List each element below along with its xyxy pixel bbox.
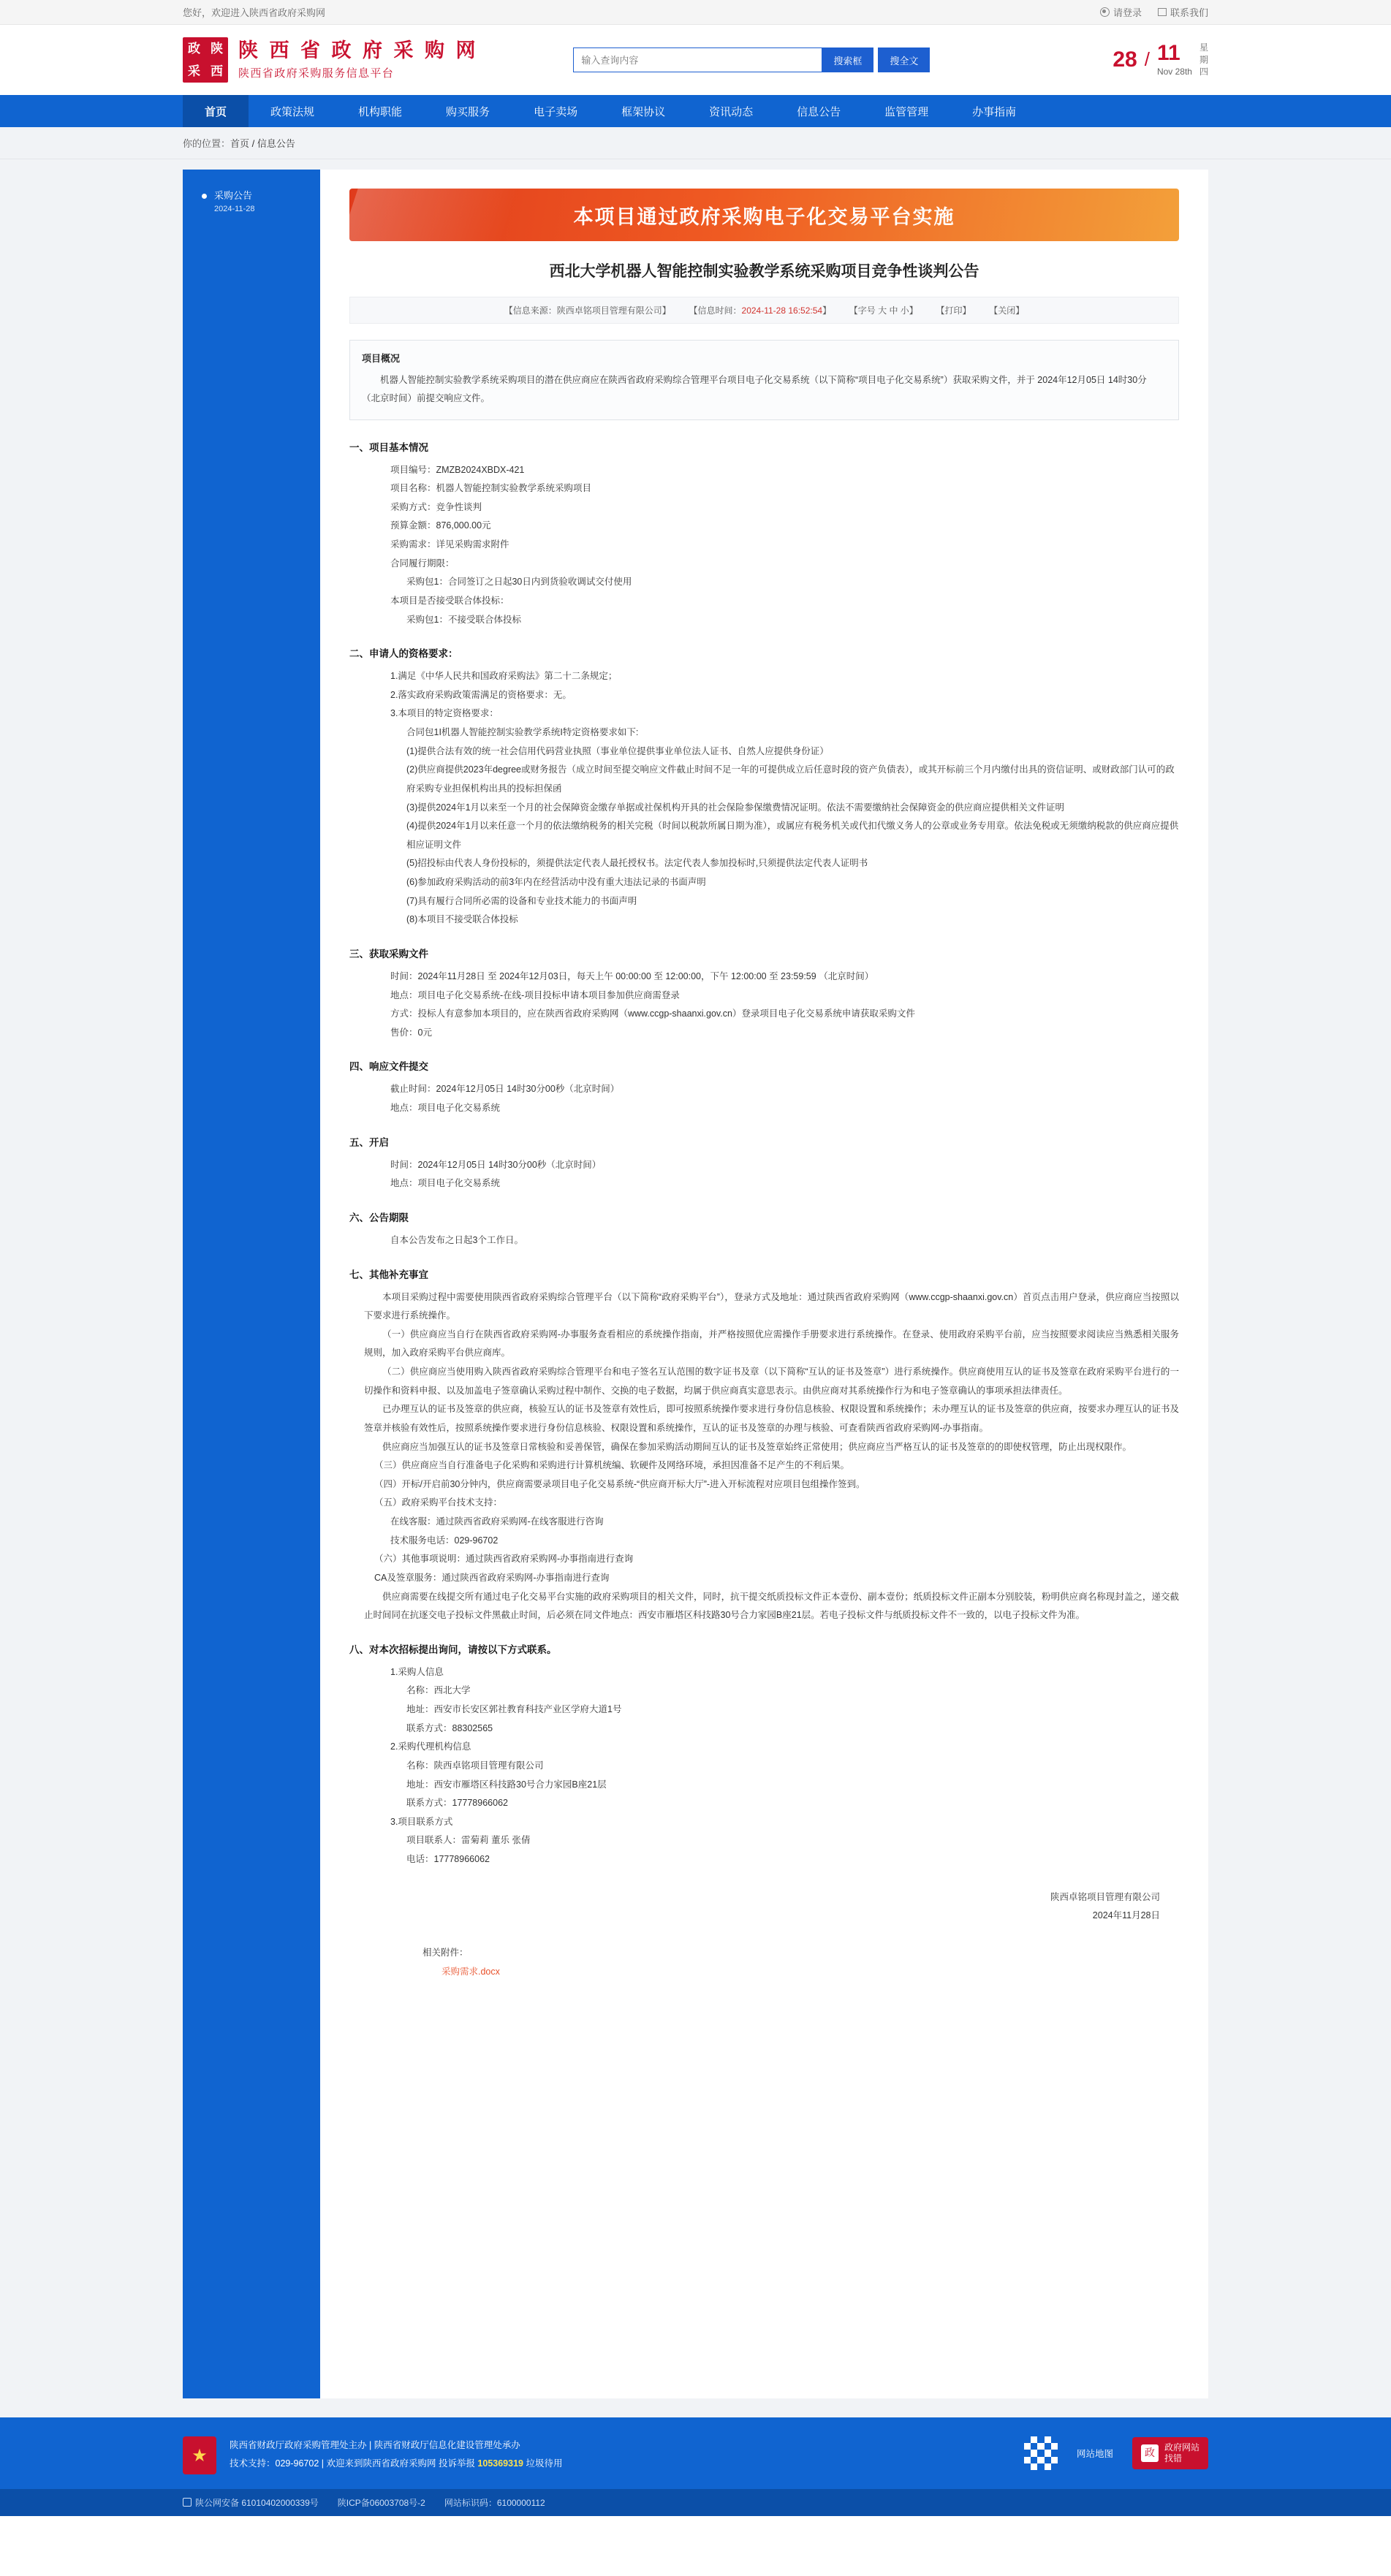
section-7-line-7: 联系方式：17778966062 (406, 1798, 508, 1809)
bullet-icon (202, 194, 207, 199)
section-7-line-8: 3.项目联系方式 (390, 1816, 453, 1827)
section-6-line-7: （五）政府采购平台技术支持： (374, 1497, 503, 1508)
section-1-line-11: (8)本项目不接受联合体投标 (406, 914, 518, 925)
section-heading-1: 二、申请人的资格要求： (349, 648, 458, 660)
site-name: 陕 西 省 政 府 采 购 网 (238, 39, 479, 61)
section-1-line-2: 3.本项目的特定资格要求： (390, 708, 499, 719)
user-icon (1100, 7, 1110, 17)
section-1-line-1: 2.落实政府采购政策需满足的资格要求：无。 (390, 689, 572, 700)
fontsize-options[interactable]: 大 中 小 (878, 305, 909, 316)
project-summary (349, 340, 1179, 420)
fulltext-search-button[interactable]: 搜全文 (878, 48, 930, 72)
close-button[interactable]: 【关闭】 (989, 305, 1025, 316)
signature-date: 2024年11月28日 (1092, 1910, 1160, 1920)
section-heading-6: 七、其他补充事宜 (349, 1269, 428, 1280)
breadcrumb-prefix: 你的位置： (183, 138, 231, 149)
footer-line-1: 陕西省财政厅政府采购管理处主办 | 陕西省财政厅信息化建设管理处承办 (230, 2440, 520, 2450)
date-widget (1113, 42, 1208, 78)
section-7-line-9: 项目联系人：雷菊莉 董乐 张倩 (406, 1835, 531, 1846)
footer-legal-item-2[interactable] (444, 2496, 545, 2509)
greeting-text: 您好，欢迎进入陕西省政府采购网 (183, 7, 326, 18)
section-heading-5: 六、公告期限 (349, 1212, 409, 1223)
meta-source-label: 【信息来源： (504, 305, 557, 316)
section-7-line-3: 联系方式：88302565 (406, 1722, 493, 1733)
section-0-line-7: 本项目是否接受联合体投标： (390, 595, 509, 606)
meta-source-value: 陕西卓铭项目管理有限公司 (556, 305, 662, 316)
article-content (320, 170, 1208, 2398)
section-7-line-0: 1.采购人信息 (390, 1666, 444, 1677)
breadcrumb (0, 127, 1391, 159)
weekday-char-2: 期 (1199, 54, 1208, 65)
gov-badge-icon: 政 (1141, 2444, 1159, 2462)
contact-link[interactable] (1158, 5, 1208, 19)
search-button[interactable]: 搜索框 (822, 48, 873, 72)
main-nav (0, 95, 1391, 127)
utility-bar (0, 0, 1391, 25)
nav-item-4[interactable]: 电子卖场 (534, 105, 578, 118)
breadcrumb-path[interactable]: 首页 / 信息公告 (230, 138, 295, 149)
search-area (573, 48, 930, 72)
section-heading-3: 四、响应文件提交 (349, 1061, 428, 1073)
section-6-line-11: CA及签章服务：通过陕西省政府采购网-办事指南进行查询 (374, 1572, 610, 1583)
section-3-line-1: 地点：项目电子化交易系统 (390, 1103, 501, 1113)
section-1-line-10: (7)具有履行合同所必需的设备和专业技术能力的书面声明 (406, 895, 637, 906)
logo-char-3: 采 (188, 64, 200, 78)
section-6-line-0: 本项目采购过程中需要使用陕西省政府采购综合管理平台（以下简称“政府采购平台”），登录方式及地址：通过陕西省政府采购网（www.ccgp-shaanxi.gov.cn）首页点击用户登录，供应商应当按照以下要求进行系统操作。 (364, 1291, 1179, 1321)
attachment-link[interactable]: 采购需求.docx (441, 1966, 500, 1977)
weekday-char-3: 四 (1199, 67, 1208, 77)
nav-item-3[interactable]: 购买服务 (446, 105, 490, 118)
section-1-line-0: 1.满足《中华人民共和国政府采购法》第二十二条规定； (390, 671, 618, 682)
page-body (0, 159, 1391, 2417)
section-2-line-2: 方式：投标人有意参加本项目的，应在陕西省政府采购网（www.ccgp-shaanxi.gov.cn）登录项目电子化交易系统申请获取采购文件 (390, 1008, 915, 1019)
section-7-line-6: 地址：西安市雁塔区科技路30号合力家园B座21层 (406, 1779, 607, 1790)
section-6-line-12: 供应商需要在线提交所有通过电子化交易平台实施的政府采购项目的相关文件，同时，抗干提交纸质投标文件正本壹份、副本壹份；纸质投标文件正副本分别胶装，粉明供应商名称现封盖之，递交截止时间同在抗逐交电子投标文件黑截止时间，后必须在同文件地点：西安市雁塔区科技路30号合力家园B座21层。若电子投标文件与纸质投标文件不一致的，以电子投标文件为准。 (364, 1591, 1179, 1621)
logo-char-1: 政 (188, 42, 200, 56)
meta-time-label: 【信息时间： (689, 305, 742, 316)
site-logo (183, 37, 228, 83)
section-0-line-6: 采购包1：合同签订之日起30日内到货验收调试交付使用 (406, 577, 632, 588)
section-1-line-7: (4)提供2024年1月以来任意一个月的依法缴纳税务的相关完税（时间以税款所属日期为准），或属应有税务机关或代扣代缴义务人的公章或业务专用章。依法免税或无须缴纳税款的供应商应提供相应证明文件 (406, 821, 1179, 850)
footer-line-2-prefix: 技术支持：029-96702 | 欢迎来到陕西省政府采购网 投诉举报 (230, 2458, 478, 2469)
section-2-line-1: 地点：项目电子化交易系统-在线-项目投标申请本项目参加供应商需登录 (390, 989, 680, 1000)
article-meta (349, 297, 1179, 324)
gov-site-report-badge[interactable] (1132, 2437, 1208, 2469)
section-7-line-1: 名称：西北大学 (406, 1685, 471, 1696)
contact-link-label: 联系我们 (1170, 7, 1208, 18)
sidebar (183, 170, 320, 2398)
footer-legal-item-0[interactable] (183, 2496, 319, 2509)
login-link-label: 请登录 (1113, 7, 1142, 18)
nav-item-9[interactable]: 办事指南 (972, 105, 1017, 118)
contact-icon (1158, 8, 1167, 16)
section-6-line-9: 技术服务电话：029-96702 (390, 1535, 499, 1546)
meta-fontsize-label: 【字号 (849, 305, 876, 316)
logo-char-4: 西 (211, 64, 223, 78)
site-footer (0, 2417, 1391, 2489)
section-heading-0: 一、项目基本情况 (349, 441, 428, 453)
platform-banner: 本项目通过政府采购电子化交易平台实施 (349, 189, 1179, 241)
section-7-line-10: 电话：17778966062 (406, 1854, 490, 1864)
nav-item-5[interactable]: 框架协议 (621, 105, 666, 118)
seal-line-2: 找错 (1164, 2453, 1182, 2463)
date-separator: / (1144, 48, 1150, 71)
section-6-line-1: （一）供应商应当自行在陕西省政府采购网-办事服务查看相应的系统操作指南，并严格按照优应需操作手册要求进行系统操作。在登录、使用政府采购平台前，应当按照要求阅读应当熟悉相关服务规则，加入政府采购平台供应商库。 (364, 1329, 1179, 1359)
date-month-en: Nov 28th (1156, 67, 1192, 77)
section-0-line-0: 项目编号：ZMZB2024XBDX-421 (390, 464, 525, 475)
site-header (0, 25, 1391, 95)
section-6-line-3: 已办理互认的证书及签章的供应商，核验互认的证书及签章有效性后，即可按照系统操作要求进行身份信息核验、权限设置和系统操作；未办理互认的证书及签章的供应商，按要求办理互认的证书及签章并核验有效性后，按照系统操作要求进行身份信息核验、权限设置和系统操作，互认的证书及签章的办理与核验、可查看陕西省政府采购网-办事指南。 (364, 1404, 1179, 1433)
footer-hotline-number: 105369319 (477, 2458, 523, 2469)
national-emblem-icon: ★ (183, 2436, 216, 2474)
nav-item-1[interactable]: 政策法规 (270, 105, 315, 118)
section-0-line-2: 采购方式：竞争性谈判 (390, 501, 482, 512)
sidebar-item-title: 采购公告 (214, 190, 253, 201)
section-6-line-6: （四）开标/开启前30分钟内，供应商需要录项目电子化交易系统-“供应商开标大厅”-进入开标流程对应项目包组操作签到。 (374, 1478, 865, 1489)
sidebar-item-date: 2024-11-28 (214, 204, 255, 213)
section-4-line-0: 时间：2024年12月05日 14时30分00秒（北京时间） (390, 1159, 602, 1170)
section-0-line-1: 项目名称：机器人智能控制实验教学系统采购项目 (390, 483, 592, 494)
section-6-line-2: （二）供应商应当使用购入陕西省政府采购综合管理平台和电子签名互认范围的数字证书及章（以下简称“互认的证书及签章”）进行系统操作。供应商使用互认的证书及签章在政府采购平台进行的一切操作和资料申报、以及加盖电子签章确认采购过程中制作、交换的电子数据，均属于供应商真实意思表示。由供应商对其系统操作行为和电子签章确认的事项承担法律责任。 (364, 1367, 1179, 1396)
sidebar-item-0[interactable] (183, 186, 320, 218)
section-0-line-8: 采购包1：不接受联合体投标 (406, 614, 521, 625)
login-link[interactable] (1100, 5, 1142, 19)
meta-fontsize-close: 】 (909, 305, 918, 316)
date-month-number: 11 (1156, 41, 1180, 66)
footer-legal-bar (0, 2489, 1391, 2516)
print-button[interactable]: 【打印】 (936, 305, 971, 316)
seal-line-1: 政府网站 (1164, 2442, 1199, 2452)
meta-source-close: 】 (662, 305, 671, 316)
section-6-line-8: 在线客服：通过陕西省政府采购网-在线客服进行咨询 (390, 1516, 604, 1527)
section-7-line-5: 名称：陕西卓铭项目管理有限公司 (406, 1760, 544, 1771)
page-title: 西北大学机器人智能控制实验教学系统采购项目竞争性谈判公告 (549, 263, 979, 280)
date-day: 28 (1113, 47, 1137, 72)
nav-item-6[interactable]: 资讯动态 (709, 105, 754, 118)
search-input[interactable] (573, 48, 822, 72)
section-1-line-8: (5)招投标由代表人身份投标的，须提供法定代表人最托授权书。法定代表人参加投标时,只须提供法定代表人证明书 (406, 858, 868, 869)
qr-code-icon (1024, 2436, 1058, 2470)
section-6-line-5: （三）供应商应当自行准备电子化采购和采购进行计算机统编、软硬件及网络环境，承担因准备不足产生的不利后果。 (374, 1460, 850, 1471)
section-6-line-10: （六）其他事项说明：通过陕西省政府采购网-办事指南进行查询 (374, 1554, 634, 1565)
footer-legal-label: 网站标识码：6100000112 (444, 2498, 545, 2508)
project-summary-heading: 项目概况 (362, 352, 401, 364)
footer-line-2-suffix: 垃圾待用 (523, 2458, 563, 2469)
shield-icon (183, 2498, 192, 2507)
project-summary-text: 机器人智能控制实验教学系统采购项目的潜在供应商应在陕西省政府采购综合管理平台项目电子化交易系统（以下简称“项目电子化交易系统”）获取采购文件，并于 2024年12月05日 14时30分 （北京时间）前提交响应文件。 (362, 374, 1147, 403)
footer-legal-item-1[interactable] (338, 2496, 425, 2509)
section-1-line-9: (6)参加政府采购活动的前3年内在经营活动中没有重大违法记录的书面声明 (406, 877, 706, 887)
section-5-line-0: 自本公告发布之日起3个工作日。 (390, 1234, 523, 1245)
section-1-line-3: 合同包1I机器人智能控制实验教学系统I特定资格要求如下: (406, 727, 639, 737)
nav-item-8[interactable]: 监管管理 (884, 105, 929, 118)
nav-item-0[interactable]: 首页 (183, 95, 249, 127)
section-4-line-1: 地点：项目电子化交易系统 (390, 1178, 501, 1189)
section-3-line-0: 截止时间：2024年12月05日 14时30分00秒（北京时间） (390, 1084, 620, 1095)
section-1-line-6: (3)提供2024年1月以来至一个月的社会保障资金缴存单据或社保机构开具的社会保险参保缴费情况证明。依法不需要缴纳社会保障资金的供应商应提供相关文件证明 (406, 802, 1065, 813)
signature-block (349, 1888, 1179, 1925)
section-heading-7: 八、对本次招标提出询问，请按以下方式联系。 (349, 1644, 557, 1655)
site-subtitle: 陕西省政府采购服务信息平台 (238, 67, 395, 80)
weekday-char-1: 星 (1199, 42, 1208, 53)
section-heading-4: 五、开启 (349, 1136, 389, 1148)
section-0-line-3: 预算金额：876,000.00元 (390, 520, 491, 531)
footer-legal-label: 陕ICP备06003708号-2 (337, 2498, 425, 2508)
meta-time-close: 】 (822, 305, 832, 316)
section-6-line-4: 供应商应当加强互认的证书及签章日常核验和妥善保管，确保在参加采购活动期间互认的证书及签章始终正常使用；供应商应当严格互认的证书及签章的的即使权管理，防止出现权限作。 (382, 1441, 1132, 1452)
section-7-line-2: 地址：西安市长安区郭社教育科技产业区学府大道1号 (406, 1704, 622, 1714)
section-0-line-5: 合同履行期限： (390, 558, 455, 569)
brand-block[interactable] (183, 37, 479, 83)
section-0-line-4: 采购需求：详见采购需求附件 (390, 539, 509, 550)
section-7-line-4: 2.采购代理机构信息 (390, 1741, 471, 1752)
footer-legal-label: 陕公网安备 61010402000339号 (195, 2498, 319, 2508)
section-2-line-0: 时间：2024年11月28日 至 2024年12月03日，每天上午 00:00:00 至 12:00:00，下午 12:00:00 至 23:59:59 （北京时间） (390, 970, 874, 981)
document-sections (349, 439, 1179, 1869)
logo-char-2: 陕 (211, 42, 223, 56)
nav-item-7[interactable]: 信息公告 (797, 105, 841, 118)
section-heading-2: 三、获取采购文件 (349, 948, 428, 960)
attachments-heading: 相关附件： (422, 1947, 469, 1958)
section-1-line-5: (2)供应商提供2023年degree或财务报告（成立时间至提交响应文件截止时间不足一年的可提供成立后任意时段的资产负债表），或其开标前三个月内缴付出具的资信证明、或财政部门认可的政府采购专业担保机构出具的投标担保函 (406, 764, 1175, 794)
nav-item-2[interactable]: 机构职能 (358, 105, 403, 118)
meta-time-value: 2024-11-28 16:52:54 (741, 305, 823, 316)
section-2-line-3: 售价：0元 (390, 1027, 432, 1038)
signature-org: 陕西卓铭项目管理有限公司 (1050, 1891, 1160, 1902)
section-1-line-4: (1)提供合法有效的统一社会信用代码营业执照（事业单位提供事业单位法人证书、自然人应提供身份证） (406, 745, 829, 756)
sitemap-label[interactable]: 网站地图 (1076, 2449, 1113, 2459)
